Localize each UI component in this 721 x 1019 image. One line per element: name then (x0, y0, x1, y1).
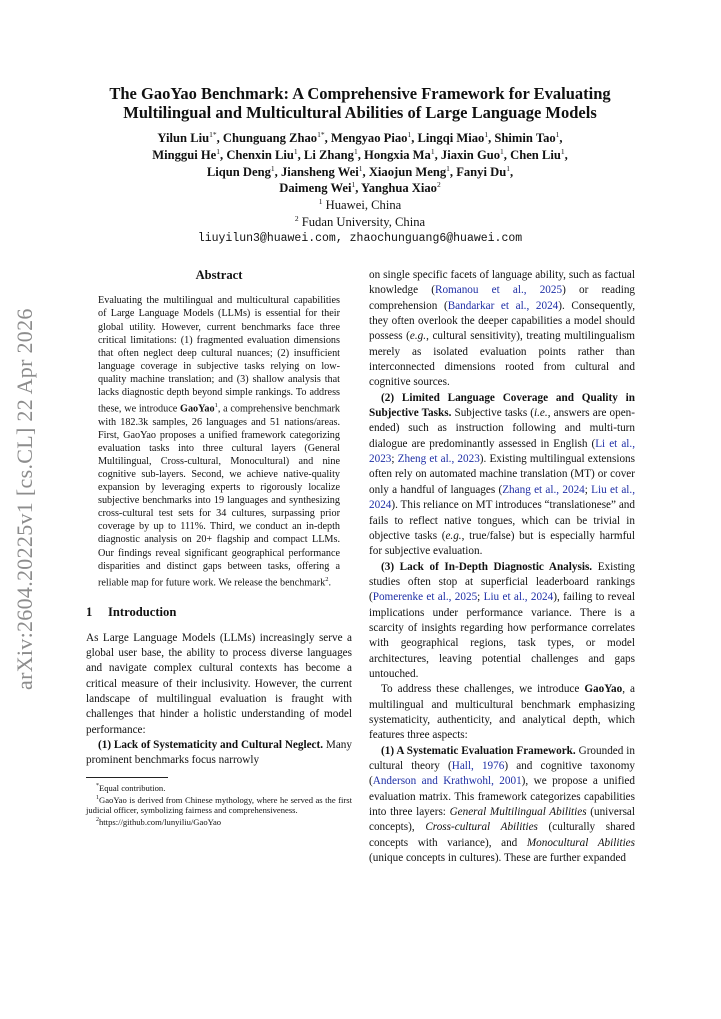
abstract-text: Evaluating the multilingual and multicultural capabilities of Large Language Models (LLMs) is essential for their global utility. However, current benchmarks face three critical limitations: (1) fragmented evaluation dimensions that often neglect deep cultural nuances; (2) insufficient language coverage in subjective tasks relying on low-quality machine translation; and (3) shallow analysis that lacks diagnostic depth beyond simple rankings. To address these, we introduce GaoYao$^1$, a comprehensive benchmark with 182.3k samples, 26 languages and 51 nations/areas. First, GaoYao proposes a unified framework categorizing evaluation tasks into three cultural layers (General Multilingual, Cross-cultural, Monocultural) and nine cognitive sub-layers. Second, we achieve native-quality expansion by leveraging experts to rigorously localize subjective benchmarks into 19 languages and synthesizing cross-cultural test sets for 34 cultures, surpassing prior coverage by up to 111%. Third, we conduct an in-depth diagnostic analysis on 20+ flagship and compact LLMs. Our findings reveal significant geographical performance disparities and distinct gaps between tasks, offering a reliable map for future work. We release the benchmark$^2$. (98, 295, 340, 589)
citation-zhang[interactable]: Zhang et al., 2024 (502, 483, 585, 496)
abstract-heading: Abstract (195, 268, 243, 282)
footnote-equal-contribution: *Equal contribution. (96, 782, 166, 793)
footnote-2[interactable]: $^2$https://github.com/lunyiliu/GaoYao (96, 817, 222, 828)
footnotes (86, 781, 352, 828)
right-column (369, 268, 635, 866)
citation-zheng[interactable]: Zheng et al., 2023 (397, 453, 480, 466)
left-column (86, 268, 352, 827)
author-line-4: Daimeng Wei$^1$, Yanghua Xiao$^2$ (279, 180, 441, 196)
citation-hall[interactable]: Hall, 1976 (451, 760, 505, 772)
author-emails[interactable]: liuyilun3@huawei.com, zhaochunguang6@huawei.com (197, 232, 523, 246)
right-paragraph-2: (2) Limited Language Coverage and Quality in Subjective Tasks. Subjective tasks (i.e., answers are open-ended) such as instruction following and multi-turn dialogue are predominantly assessed in English (Li et al., 2023; Zheng et al., 2023). Existing multilingual extensions often rely on automated machine translation (MT) or cover only a handful of languages (Zhang et al., 2024; Liu et al., 2024). This reliance on MT introduces “translationese” and fails to reflect native tongues, which can be trivial in objective tasks (e.g., true/false) but is especially harmful for subjective evaluation. (369, 391, 636, 558)
paper-header (80, 84, 640, 247)
author-list (80, 130, 640, 197)
citation-romanou[interactable]: Romanou et al., 2025 (434, 284, 563, 297)
right-paragraph-3: (3) Lack of In-Depth Diagnostic Analysis. Existing studies often stop at superficial leaderboard rankings (Pomerenke et al., 2025; Liu et al., 2024), failing to reveal implications under performance variance. There is a scarcity of insights regarding how performance correlates with geographical regions, task types, or model architectures, leaving potential challenges and gaps untouched. (369, 560, 635, 680)
intro-paragraph-1: As Large Language Models (LLMs) increasingly serve a global user base, the ability to process diverse languages and navigate complex cultural contexts has become a critical measure of their inclusivity. However, the current landscape of multilingual evaluation is fraught with challenges that hinder a holistic understanding of model performance: (86, 631, 352, 736)
author-line-1: Yilun Liu$^{1*}$, Chunguang Zhao$^{1*}$, Mengyao Piao$^1$, Lingqi Miao$^1$, Shimin Tao$^1$, (157, 129, 563, 145)
right-paragraph-1: on single specific facets of language ability, such as factual knowledge (Romanou et al., 2025) or reading comprehension (Bandarkar et al., 2024). Consequently, they often overlook the deeper capabilities a model should possess (e.g., cultural sensitivity), treating multilingualism merely as isolated evaluation points rather than interconnected dimensions rooted from cultural and cognitive sources. (369, 269, 636, 389)
title-line-2: Multilingual and Multicultural Abilities of Large Language Models (123, 103, 597, 122)
footnote-divider (86, 777, 168, 778)
author-line-3: Liqun Deng$^1$, Jiansheng Wei$^1$, Xiaojun Meng$^1$, Fanyi Du$^1$, (206, 163, 514, 179)
right-paragraph-5: (1) A Systematic Evaluation Framework. Grounded in cultural theory (Hall, 1976) and cognitive taxonomy (Anderson and Krathwohl, 2001), we propose a unified evaluation matrix. This framework categorizes capabilities into three layers: General Multilingual Abilities (universal concepts), Cross-cultural Abilities (culturally shared concepts with variance), and Monocultural Abilities (unique concepts in cultures). These are further expanded (369, 744, 635, 865)
footnote-1: $^1$GaoYao is derived from Chinese mythology, where he served as the first judicial officer, symbolizing fairness and comprehensiveness. (86, 794, 352, 815)
citation-anderson[interactable]: Anderson and Krathwohl, 2001 (372, 775, 522, 788)
author-line-2: Minggui He$^1$, Chenxin Liu$^1$, Li Zhang$^1$, Hongxia Ma$^1$, Jiaxin Guo$^1$, Chen Liu$^1$, (152, 146, 568, 162)
citation-liu-2[interactable]: Liu et al., 2024 (483, 591, 554, 604)
arxiv-identifier: arXiv:2604.20225v1 [cs.CL] 22 Apr 2026 (12, 308, 37, 690)
section-heading-introduction: 1 Introduction (86, 605, 177, 620)
citation-pomerenke[interactable]: Pomerenke et al., 2025 (372, 591, 478, 604)
paper-title (80, 84, 640, 122)
affiliation-1: $^1$ Huawei, China (318, 197, 402, 213)
citation-bandarkar[interactable]: Bandarkar et al., 2024 (447, 299, 559, 312)
affiliation-2: $^2$ Fudan University, China (294, 213, 426, 229)
right-paragraph-4: To address these challenges, we introduce GaoYao, a multilingual and multicultural benchmark emphasizing systematicity, authenticity, and analytical depth, which features three aspects: (369, 683, 635, 742)
title-line-1: The GaoYao Benchmark: A Comprehensive Framework for Evaluating (109, 84, 611, 103)
intro-paragraph-2: (1) Lack of Systematicity and Cultural Neglect. Many prominent benchmarks focus narrowly (86, 738, 352, 767)
citation-li[interactable]: Li et al., 2023 (369, 437, 635, 466)
citation-liu[interactable]: Liu et al., 2024 (369, 483, 635, 512)
